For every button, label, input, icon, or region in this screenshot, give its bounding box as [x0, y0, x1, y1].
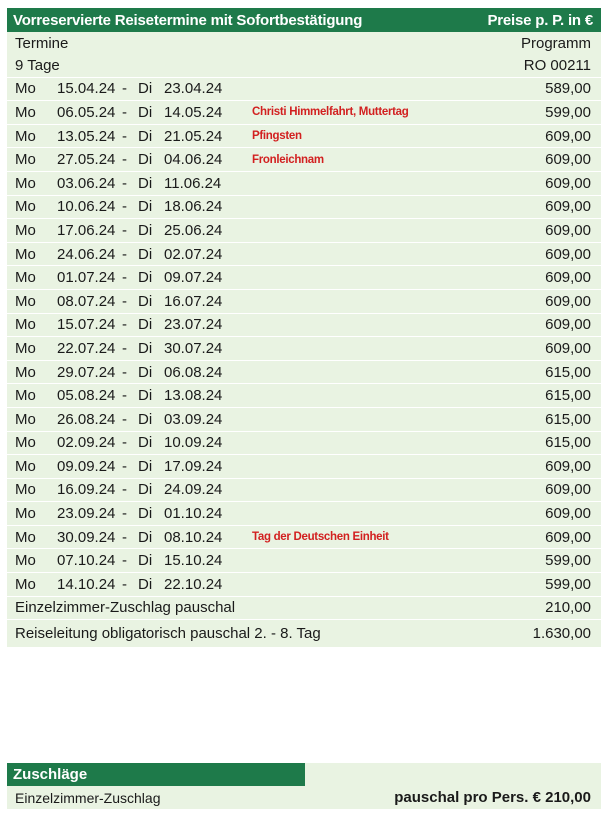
start-date: 09.09.24: [57, 457, 116, 475]
price: 609,00: [545, 481, 591, 499]
end-date: 11.06.24: [164, 174, 222, 192]
dash: -: [122, 174, 127, 192]
range-separator: [122, 316, 164, 333]
price: 615,00: [545, 434, 591, 452]
dash: -: [122, 80, 127, 98]
start-weekday: Mo: [15, 387, 36, 405]
start-weekday: Mo: [15, 363, 36, 381]
end-date: 15.10.24: [164, 552, 223, 570]
extra-price: 210,00: [545, 599, 591, 617]
price: 599,00: [545, 575, 591, 593]
termine-label: Termine: [15, 34, 69, 52]
table-row: [7, 337, 601, 361]
dash: -: [122, 363, 127, 381]
start-date: 13.05.24: [57, 127, 116, 145]
price: 589,00: [545, 80, 591, 98]
price: 609,00: [545, 339, 591, 357]
price: 609,00: [545, 457, 591, 475]
end-date: 06.08.24: [164, 363, 223, 381]
end-weekday: Di: [138, 127, 153, 145]
end-weekday: Di: [138, 339, 153, 357]
price-note: Preise p. P. in €: [487, 11, 593, 29]
holiday-note: Pfingsten: [252, 130, 302, 143]
end-weekday: Di: [138, 174, 153, 192]
range-separator: [122, 246, 164, 263]
table-row: [7, 549, 601, 573]
end-date: 08.10.24: [164, 528, 223, 546]
start-date: 29.07.24: [57, 363, 116, 381]
end-weekday: Di: [138, 387, 153, 405]
end-date: 03.09.24: [164, 410, 223, 428]
start-weekday: Mo: [15, 505, 36, 523]
price: 609,00: [545, 505, 591, 523]
holiday-note: Tag der Deutschen Einheit: [252, 531, 389, 544]
price: 609,00: [545, 174, 591, 192]
program-code: RO 00211: [523, 56, 591, 74]
table-body: [7, 32, 601, 648]
dash: -: [122, 505, 127, 523]
price: 609,00: [545, 221, 591, 239]
dash: -: [122, 198, 127, 216]
range-separator: [122, 505, 164, 522]
start-weekday: Mo: [15, 434, 36, 452]
zuschlaege-row: [7, 786, 601, 809]
table-row: [7, 101, 601, 125]
table-row: [7, 196, 601, 220]
range-separator: [122, 198, 164, 215]
range-separator: [122, 481, 164, 498]
start-weekday: Mo: [15, 481, 36, 499]
end-date: 23.07.24: [164, 316, 223, 334]
end-date: 30.07.24: [164, 339, 223, 357]
range-separator: [122, 104, 164, 121]
dash: -: [122, 339, 127, 357]
end-weekday: Di: [138, 245, 153, 263]
end-weekday: Di: [138, 575, 153, 593]
start-date: 02.09.24: [57, 434, 116, 452]
start-date: 16.09.24: [57, 481, 116, 499]
extra-row-guide: [7, 620, 601, 648]
range-separator: [122, 364, 164, 381]
end-date: 01.10.24: [164, 505, 223, 523]
end-date: 14.05.24: [164, 103, 223, 121]
price: 615,00: [545, 410, 591, 428]
end-weekday: Di: [138, 198, 153, 216]
dash: -: [122, 481, 127, 499]
end-date: 21.05.24: [164, 127, 223, 145]
start-date: 22.07.24: [57, 339, 116, 357]
start-weekday: Mo: [15, 151, 36, 169]
range-separator: [122, 222, 164, 239]
start-date: 30.09.24: [57, 528, 116, 546]
end-weekday: Di: [138, 269, 153, 287]
start-weekday: Mo: [15, 245, 36, 263]
dash: -: [122, 221, 127, 239]
dash: -: [122, 410, 127, 428]
range-separator: [122, 576, 164, 593]
end-weekday: Di: [138, 481, 153, 499]
range-separator: [122, 411, 164, 428]
table-row: [7, 125, 601, 149]
price-table: [7, 8, 601, 648]
start-date: 26.08.24: [57, 410, 116, 428]
date-rows: [7, 78, 601, 597]
start-date: 24.06.24: [57, 245, 116, 263]
table-row: [7, 502, 601, 526]
range-separator: [122, 175, 164, 192]
table-row: [7, 384, 601, 408]
start-weekday: Mo: [15, 552, 36, 570]
dash: -: [122, 575, 127, 593]
range-separator: [122, 552, 164, 569]
range-separator: [122, 529, 164, 546]
table-row: [7, 314, 601, 338]
table-row: [7, 78, 601, 102]
end-date: 02.07.24: [164, 245, 223, 263]
holiday-note: Fronleichnam: [252, 153, 324, 166]
price: 609,00: [545, 151, 591, 169]
dash: -: [122, 151, 127, 169]
zuschlag-label: Einzelzimmer-Zuschlag: [15, 789, 161, 806]
table-row: [7, 172, 601, 196]
end-date: 24.09.24: [164, 481, 223, 499]
table-row: [7, 573, 601, 597]
start-weekday: Mo: [15, 198, 36, 216]
dash: -: [122, 387, 127, 405]
start-date: 10.06.24: [57, 198, 116, 216]
zuschlag-value: pauschal pro Pers. € 210,00: [394, 789, 591, 806]
end-date: 04.06.24: [164, 151, 223, 169]
start-weekday: Mo: [15, 457, 36, 475]
table-row: [7, 408, 601, 432]
dash: -: [122, 269, 127, 287]
start-weekday: Mo: [15, 339, 36, 357]
program-info-row: [7, 54, 601, 78]
end-weekday: Di: [138, 151, 153, 169]
end-weekday: Di: [138, 552, 153, 570]
dash: -: [122, 103, 127, 121]
extra-label: Einzelzimmer-Zuschlag pauschal: [15, 599, 236, 617]
start-weekday: Mo: [15, 410, 36, 428]
price: 609,00: [545, 198, 591, 216]
extra-label: Reiseleitung obligatorisch pauschal 2. - 8. Tag: [15, 625, 321, 643]
end-weekday: Di: [138, 457, 153, 475]
end-date: 13.08.24: [164, 387, 223, 405]
start-date: 08.07.24: [57, 292, 116, 310]
start-weekday: Mo: [15, 528, 36, 546]
end-weekday: Di: [138, 505, 153, 523]
table-row: [7, 219, 601, 243]
table-row: [7, 432, 601, 456]
range-separator: [122, 434, 164, 451]
range-separator: [122, 151, 164, 168]
end-weekday: Di: [138, 292, 153, 310]
end-date: 18.06.24: [164, 198, 223, 216]
start-weekday: Mo: [15, 575, 36, 593]
range-separator: [122, 458, 164, 475]
price: 609,00: [545, 269, 591, 287]
range-separator: [122, 269, 164, 286]
start-date: 06.05.24: [57, 103, 116, 121]
start-date: 03.06.24: [57, 174, 116, 192]
end-date: 25.06.24: [164, 221, 223, 239]
dash: -: [122, 292, 127, 310]
end-date: 16.07.24: [164, 292, 223, 310]
end-weekday: Di: [138, 363, 153, 381]
table-row: [7, 290, 601, 314]
start-weekday: Mo: [15, 80, 36, 98]
end-weekday: Di: [138, 316, 153, 334]
dash: -: [122, 245, 127, 263]
holiday-note: Christi Himmelfahrt, Muttertag: [252, 106, 409, 119]
dash: -: [122, 457, 127, 475]
end-weekday: Di: [138, 103, 153, 121]
range-separator: [122, 340, 164, 357]
zuschlaege-header-fill: [305, 763, 601, 786]
duration-label: 9 Tage: [15, 56, 60, 74]
table-row: [7, 361, 601, 385]
price: 615,00: [545, 387, 591, 405]
end-date: 09.07.24: [164, 269, 223, 287]
end-date: 22.10.24: [164, 575, 223, 593]
end-weekday: Di: [138, 410, 153, 428]
table-title: Vorreservierte Reisetermine mit Sofortbestätigung: [13, 11, 363, 29]
start-date: 15.04.24: [57, 80, 116, 98]
column-header-row: [7, 32, 601, 54]
start-weekday: Mo: [15, 174, 36, 192]
programm-label: Programm: [520, 34, 591, 52]
end-date: 23.04.24: [164, 80, 223, 98]
start-date: 14.10.24: [57, 575, 116, 593]
price: 609,00: [545, 292, 591, 310]
table-row: [7, 479, 601, 503]
end-weekday: Di: [138, 528, 153, 546]
range-separator: [122, 80, 164, 97]
price: 609,00: [545, 127, 591, 145]
start-date: 07.10.24: [57, 552, 116, 570]
start-date: 15.07.24: [57, 316, 116, 334]
start-date: 17.06.24: [57, 221, 116, 239]
start-weekday: Mo: [15, 292, 36, 310]
zuschlaege-header: Zuschläge: [7, 763, 305, 786]
dash: -: [122, 528, 127, 546]
start-weekday: Mo: [15, 103, 36, 121]
end-weekday: Di: [138, 80, 153, 98]
start-date: 23.09.24: [57, 505, 116, 523]
start-weekday: Mo: [15, 127, 36, 145]
dash: -: [122, 552, 127, 570]
start-date: 01.07.24: [57, 269, 116, 287]
end-weekday: Di: [138, 221, 153, 239]
price: 599,00: [545, 552, 591, 570]
range-separator: [122, 293, 164, 310]
start-weekday: Mo: [15, 269, 36, 287]
price: 599,00: [545, 103, 591, 121]
price: 609,00: [545, 528, 591, 546]
end-date: 10.09.24: [164, 434, 223, 452]
range-separator: [122, 387, 164, 404]
table-header: [7, 8, 601, 32]
table-row: [7, 526, 601, 550]
extra-price: 1.630,00: [532, 625, 591, 643]
table-row: [7, 148, 601, 172]
dash: -: [122, 316, 127, 334]
extra-row-single-room: [7, 597, 601, 621]
dash: -: [122, 434, 127, 452]
range-separator: [122, 128, 164, 145]
price: 609,00: [545, 316, 591, 334]
table-row: [7, 455, 601, 479]
price: 615,00: [545, 363, 591, 381]
end-weekday: Di: [138, 434, 153, 452]
table-row: [7, 243, 601, 267]
start-date: 05.08.24: [57, 387, 116, 405]
start-weekday: Mo: [15, 221, 36, 239]
dash: -: [122, 127, 127, 145]
start-weekday: Mo: [15, 316, 36, 334]
table-row: [7, 266, 601, 290]
end-date: 17.09.24: [164, 457, 223, 475]
price: 609,00: [545, 245, 591, 263]
start-date: 27.05.24: [57, 151, 116, 169]
